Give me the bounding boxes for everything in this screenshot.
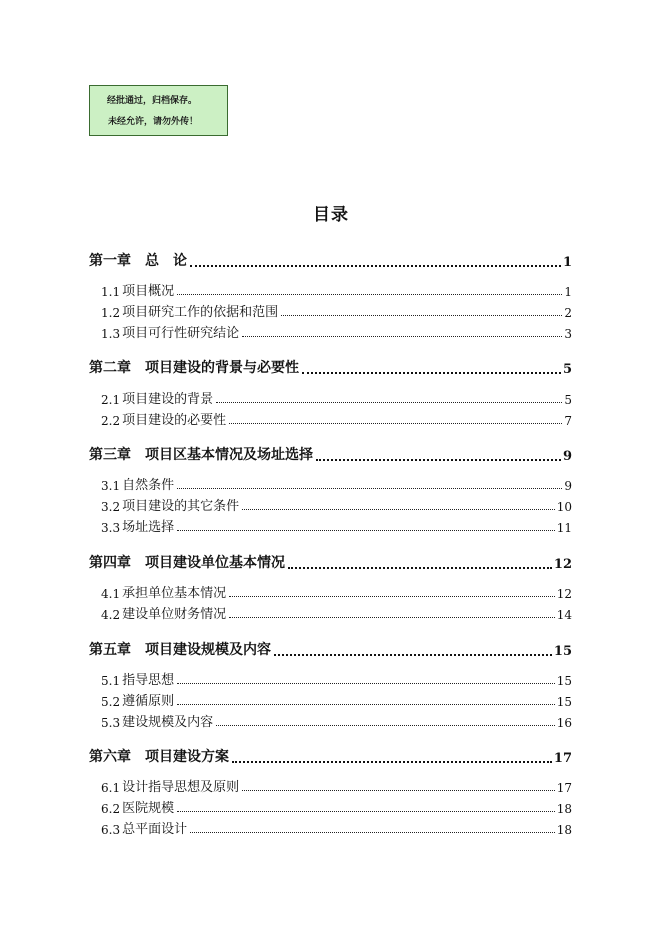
toc-page-number: 1	[564, 285, 572, 299]
dot-leader	[177, 293, 562, 295]
toc-page-number: 9	[564, 479, 572, 493]
toc-entry-number: 4.2	[101, 608, 121, 622]
toc-chapter-entry[interactable]	[89, 641, 572, 659]
toc-section-entry[interactable]	[101, 604, 572, 622]
toc-section-entry[interactable]	[101, 777, 572, 795]
dot-leader	[229, 616, 555, 618]
dot-leader	[177, 529, 555, 531]
toc-page-number: 18	[556, 823, 572, 837]
stamp-line-1: 经批通过，归档保存。	[107, 96, 198, 106]
dot-leader	[229, 595, 555, 597]
toc-page-number: 15	[556, 695, 572, 709]
toc-entry-number: 3.3	[101, 521, 121, 535]
toc-entry-number: 3.2	[101, 500, 121, 514]
toc-page-number: 18	[556, 802, 572, 816]
toc-page-number: 12	[553, 557, 572, 572]
toc-entry-label: 第一章 总 论	[89, 253, 187, 269]
toc-entry-number: 6.3	[101, 823, 121, 837]
dot-leader	[242, 335, 562, 337]
dot-leader	[216, 401, 562, 403]
dot-leader	[177, 703, 555, 705]
toc-section-entry[interactable]	[101, 798, 572, 816]
toc-entry-label: 设计指导思想及原则	[122, 780, 240, 795]
dot-leader	[242, 789, 555, 791]
toc-chapter-entry[interactable]	[89, 446, 572, 464]
dot-leader	[232, 760, 552, 763]
toc-section-entry[interactable]	[101, 712, 572, 730]
toc-entry-label: 指导思想	[122, 673, 175, 688]
toc-entry-number: 3.1	[101, 479, 121, 493]
toc-page-number: 15	[553, 644, 572, 659]
toc-section-entry[interactable]	[101, 475, 572, 493]
toc-entry-number: 1.1	[101, 285, 121, 299]
toc-entry-label: 第四章 项目建设单位基本情况	[89, 555, 285, 571]
toc-entry-number: 5.1	[101, 674, 121, 688]
dot-leader	[281, 314, 562, 316]
toc-entry-number: 5.2	[101, 695, 121, 709]
toc-page-number: 11	[556, 521, 572, 535]
toc-entry-label: 第六章 项目建设方案	[89, 749, 229, 765]
toc-page-number: 10	[556, 500, 572, 514]
toc-page-number: 7	[564, 414, 572, 428]
toc-entry-label: 项目建设的其它条件	[122, 499, 240, 514]
stamp-line-2: 未经允许，请勿外传！	[108, 117, 199, 127]
toc-entry-label: 承担单位基本情况	[122, 586, 227, 601]
toc-entry-label: 项目建设的必要性	[122, 413, 227, 428]
toc-entry-label: 项目可行性研究结论	[122, 326, 240, 341]
toc-entry-label: 项目建设的背景	[122, 392, 214, 407]
toc-entry-number: 4.1	[101, 587, 121, 601]
toc-entry-number: 2.2	[101, 414, 121, 428]
page-title: 目录	[313, 205, 349, 225]
toc-section-entry[interactable]	[101, 281, 572, 299]
toc-section-entry[interactable]	[101, 583, 572, 601]
toc-entry-label: 建设单位财务情况	[122, 607, 227, 622]
toc-section-entry[interactable]	[101, 670, 572, 688]
toc-section-entry[interactable]	[101, 389, 572, 407]
toc-page-number: 5	[562, 362, 572, 377]
toc-entry-number: 1.3	[101, 327, 121, 341]
toc-entry-number: 6.2	[101, 802, 121, 816]
toc-entry-number: 2.1	[101, 393, 121, 407]
toc-section-entry[interactable]	[101, 819, 572, 837]
dot-leader	[190, 264, 561, 267]
toc-entry-label: 建设规模及内容	[122, 715, 214, 730]
toc-page-number: 3	[564, 327, 572, 341]
toc-section-entry[interactable]	[101, 691, 572, 709]
toc-page-number: 17	[556, 781, 572, 795]
toc-entry-number: 1.2	[101, 306, 121, 320]
toc-section-entry[interactable]	[101, 517, 572, 535]
toc-section-entry[interactable]	[101, 410, 572, 428]
toc-entry-label: 自然条件	[122, 478, 175, 493]
toc-entry-label: 第二章 项目建设的背景与必要性	[89, 360, 299, 376]
toc-entry-label: 第五章 项目建设规模及内容	[89, 642, 271, 658]
toc-chapter-entry[interactable]	[89, 554, 572, 572]
toc-section-entry[interactable]	[101, 496, 572, 514]
toc-entry-label: 场址选择	[122, 520, 175, 535]
toc-chapter-entry[interactable]	[89, 252, 572, 270]
toc-page-number: 5	[564, 393, 572, 407]
dot-leader	[216, 724, 555, 726]
dot-leader	[288, 566, 552, 569]
toc-section-entry[interactable]	[101, 323, 572, 341]
toc-chapter-entry[interactable]	[89, 359, 572, 377]
toc-entry-number: 6.1	[101, 781, 121, 795]
toc-page-number: 16	[556, 716, 572, 730]
toc-page-number: 14	[556, 608, 572, 622]
dot-leader	[316, 458, 561, 461]
toc-entry-number: 5.3	[101, 716, 121, 730]
dot-leader	[274, 653, 552, 656]
toc-entry-label: 医院规模	[122, 801, 175, 816]
dot-leader	[242, 508, 555, 510]
toc-page-number: 15	[556, 674, 572, 688]
toc-entry-label: 项目概况	[122, 284, 175, 299]
toc-page-number: 9	[562, 449, 572, 464]
dot-leader	[190, 831, 555, 833]
toc-entry-label: 第三章 项目区基本情况及场址选择	[89, 447, 313, 463]
toc-section-entry[interactable]	[101, 302, 572, 320]
toc-entry-label: 遵循原则	[122, 694, 175, 709]
dot-leader	[177, 810, 555, 812]
toc-page-number: 2	[564, 306, 572, 320]
dot-leader	[229, 422, 562, 424]
toc-entry-label: 项目研究工作的依据和范围	[122, 305, 279, 320]
toc-chapter-entry[interactable]	[89, 748, 572, 766]
dot-leader	[177, 487, 562, 489]
toc-page-number: 12	[556, 587, 572, 601]
dot-leader	[177, 682, 555, 684]
dot-leader	[302, 371, 561, 374]
toc-page-number: 1	[562, 255, 572, 270]
toc-entry-label: 总平面设计	[122, 822, 188, 837]
toc-page-number: 17	[553, 751, 572, 766]
